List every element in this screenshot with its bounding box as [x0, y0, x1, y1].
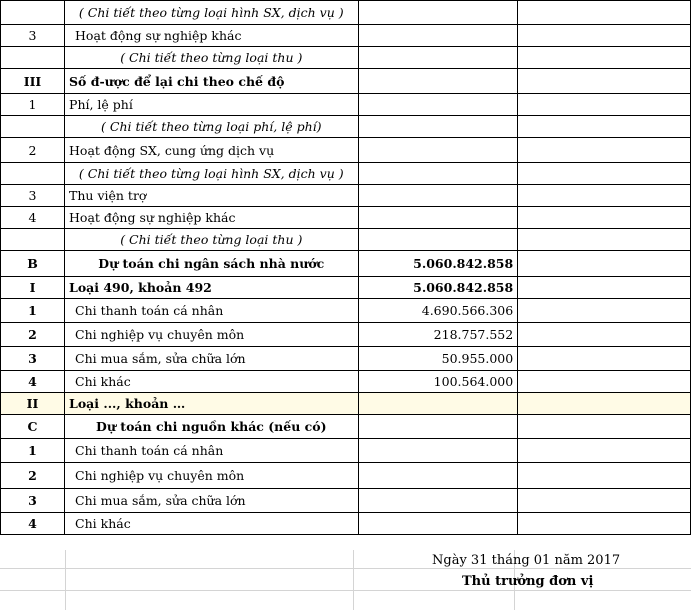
empty-cell[interactable]	[518, 393, 691, 415]
signer-title: Thủ trưởng đơn vị	[462, 574, 594, 589]
row-label-cell[interactable]: Chi thanh toán cá nhân	[65, 299, 358, 323]
empty-cell[interactable]	[518, 163, 691, 185]
row-value-cell[interactable]	[358, 94, 518, 116]
empty-cell[interactable]	[518, 489, 691, 513]
table-row	[1, 185, 691, 207]
table-row	[1, 415, 691, 439]
row-value-cell[interactable]	[358, 415, 518, 439]
row-number-cell[interactable]: 4	[1, 513, 65, 535]
table-row	[1, 47, 691, 69]
row-number-cell[interactable]	[1, 116, 65, 138]
signature-area	[0, 550, 691, 610]
table-row	[1, 371, 691, 393]
table-row	[1, 229, 691, 251]
date-line: Ngày 31 tháng 01 năm 2017	[432, 553, 621, 568]
empty-cell[interactable]	[518, 1, 691, 25]
row-label-cell[interactable]: ( Chi tiết theo từng loại phí, lệ phí)	[65, 116, 358, 138]
empty-cell[interactable]	[518, 251, 691, 277]
row-label-cell[interactable]: Dự toán chi nguồn khác (nếu có)	[65, 415, 358, 439]
table-row	[1, 299, 691, 323]
row-value-cell[interactable]	[358, 439, 518, 463]
table-row	[1, 277, 691, 299]
empty-cell[interactable]	[518, 323, 691, 347]
row-value-cell[interactable]	[358, 229, 518, 251]
row-number-cell[interactable]: I	[1, 277, 65, 299]
table-row	[1, 489, 691, 513]
row-label-cell[interactable]: Phí, lệ phí	[65, 94, 358, 116]
row-number-cell[interactable]: 1	[1, 299, 65, 323]
row-value-cell[interactable]	[358, 489, 518, 513]
table-row	[1, 323, 691, 347]
table-row	[1, 25, 691, 47]
row-label-cell[interactable]: Hoạt động sự nghiệp khác	[65, 207, 358, 229]
row-value-cell[interactable]	[358, 1, 518, 25]
row-value-cell[interactable]	[358, 393, 518, 415]
row-number-cell[interactable]: II	[1, 393, 65, 415]
empty-cell[interactable]	[518, 185, 691, 207]
row-label-cell[interactable]: ( Chi tiết theo từng loại hình SX, dịch vụ )	[65, 163, 358, 185]
row-value-cell[interactable]: 5.060.842.858	[358, 277, 518, 299]
row-number-cell[interactable]: C	[1, 415, 65, 439]
row-number-cell[interactable]: 2	[1, 138, 65, 163]
row-value-cell[interactable]	[358, 116, 518, 138]
row-value-cell[interactable]	[358, 185, 518, 207]
row-value-cell[interactable]	[358, 463, 518, 489]
row-label-cell[interactable]: Số đ-ược để lại chi theo chế độ	[65, 69, 358, 94]
row-label-cell[interactable]: Chi khác	[65, 371, 358, 393]
row-number-cell[interactable]	[1, 229, 65, 251]
table-row	[1, 463, 691, 489]
row-label-cell[interactable]: Chi nghiệp vụ chuyên môn	[65, 323, 358, 347]
row-value-cell[interactable]	[358, 138, 518, 163]
row-label-cell[interactable]: Chi nghiệp vụ chuyên môn	[65, 463, 358, 489]
table-row	[1, 138, 691, 163]
empty-cell[interactable]	[518, 513, 691, 535]
table-row	[1, 439, 691, 463]
row-value-cell[interactable]	[358, 163, 518, 185]
table-row	[1, 207, 691, 229]
table-row	[1, 393, 691, 415]
row-value-cell[interactable]	[358, 69, 518, 94]
table-row	[1, 347, 691, 371]
row-number-cell[interactable]	[1, 47, 65, 69]
row-number-cell[interactable]: III	[1, 69, 65, 94]
row-number-cell[interactable]	[1, 1, 65, 25]
empty-cell[interactable]	[518, 299, 691, 323]
empty-cell[interactable]	[518, 463, 691, 489]
empty-cell[interactable]	[518, 47, 691, 69]
row-number-cell[interactable]: 1	[1, 94, 65, 116]
row-label-cell[interactable]: ( Chi tiết theo từng loại thu )	[65, 47, 358, 69]
table-row	[1, 163, 691, 185]
table-row	[1, 251, 691, 277]
empty-cell[interactable]	[518, 207, 691, 229]
row-number-cell[interactable]: 3	[1, 185, 65, 207]
empty-cell[interactable]	[518, 116, 691, 138]
empty-cell[interactable]	[518, 69, 691, 94]
empty-cell[interactable]	[518, 138, 691, 163]
row-value-cell[interactable]	[358, 207, 518, 229]
row-number-cell[interactable]	[1, 163, 65, 185]
table-row	[1, 513, 691, 535]
row-label-cell[interactable]: Chi thanh toán cá nhân	[65, 439, 358, 463]
row-number-cell[interactable]: 4	[1, 207, 65, 229]
row-value-cell[interactable]	[358, 513, 518, 535]
empty-cell[interactable]	[518, 229, 691, 251]
row-number-cell[interactable]: 2	[1, 463, 65, 489]
empty-cell[interactable]	[518, 277, 691, 299]
row-number-cell[interactable]: 2	[1, 323, 65, 347]
budget-table-body	[1, 1, 691, 535]
row-label-cell[interactable]: Chi khác	[65, 513, 358, 535]
row-label-cell[interactable]: Hoạt động sự nghiệp khác	[65, 25, 358, 47]
empty-cell[interactable]	[518, 371, 691, 393]
empty-cell[interactable]	[518, 94, 691, 116]
row-label-cell[interactable]: Chi mua sắm, sửa chữa lớn	[65, 347, 358, 371]
table-row	[1, 116, 691, 138]
empty-cell[interactable]	[518, 439, 691, 463]
row-value-cell[interactable]: 100.564.000	[358, 371, 518, 393]
row-label-cell[interactable]: Loại ..., khoản …	[65, 393, 358, 415]
row-value-cell[interactable]	[358, 47, 518, 69]
row-label-cell[interactable]: ( Chi tiết theo từng loại thu )	[65, 229, 358, 251]
row-value-cell[interactable]: 50.955.000	[358, 347, 518, 371]
row-number-cell[interactable]: 3	[1, 347, 65, 371]
row-number-cell[interactable]: 3	[1, 25, 65, 47]
row-label-cell[interactable]: Loại 490, khoản 492	[65, 277, 358, 299]
row-value-cell[interactable]: 218.757.552	[358, 323, 518, 347]
row-number-cell[interactable]: 4	[1, 371, 65, 393]
empty-cell[interactable]	[518, 415, 691, 439]
table-row	[1, 69, 691, 94]
row-number-cell[interactable]: 3	[1, 489, 65, 513]
row-value-cell[interactable]: 5.060.842.858	[358, 251, 518, 277]
row-label-cell[interactable]: Chi mua sắm, sửa chữa lớn	[65, 489, 358, 513]
row-value-cell[interactable]	[358, 25, 518, 47]
empty-cell[interactable]	[518, 25, 691, 47]
row-label-cell[interactable]: Hoạt động SX, cung ứng dịch vụ	[65, 138, 358, 163]
table-row	[1, 1, 691, 25]
row-label-cell[interactable]: ( Chi tiết theo từng loại hình SX, dịch vụ )	[65, 1, 358, 25]
row-number-cell[interactable]: 1	[1, 439, 65, 463]
row-label-cell[interactable]: Thu viện trợ	[65, 185, 358, 207]
empty-cell[interactable]	[518, 347, 691, 371]
table-row	[1, 94, 691, 116]
row-label-cell[interactable]: Dự toán chi ngân sách nhà nước	[65, 251, 358, 277]
row-value-cell[interactable]: 4.690.566.306	[358, 299, 518, 323]
row-number-cell[interactable]: B	[1, 251, 65, 277]
